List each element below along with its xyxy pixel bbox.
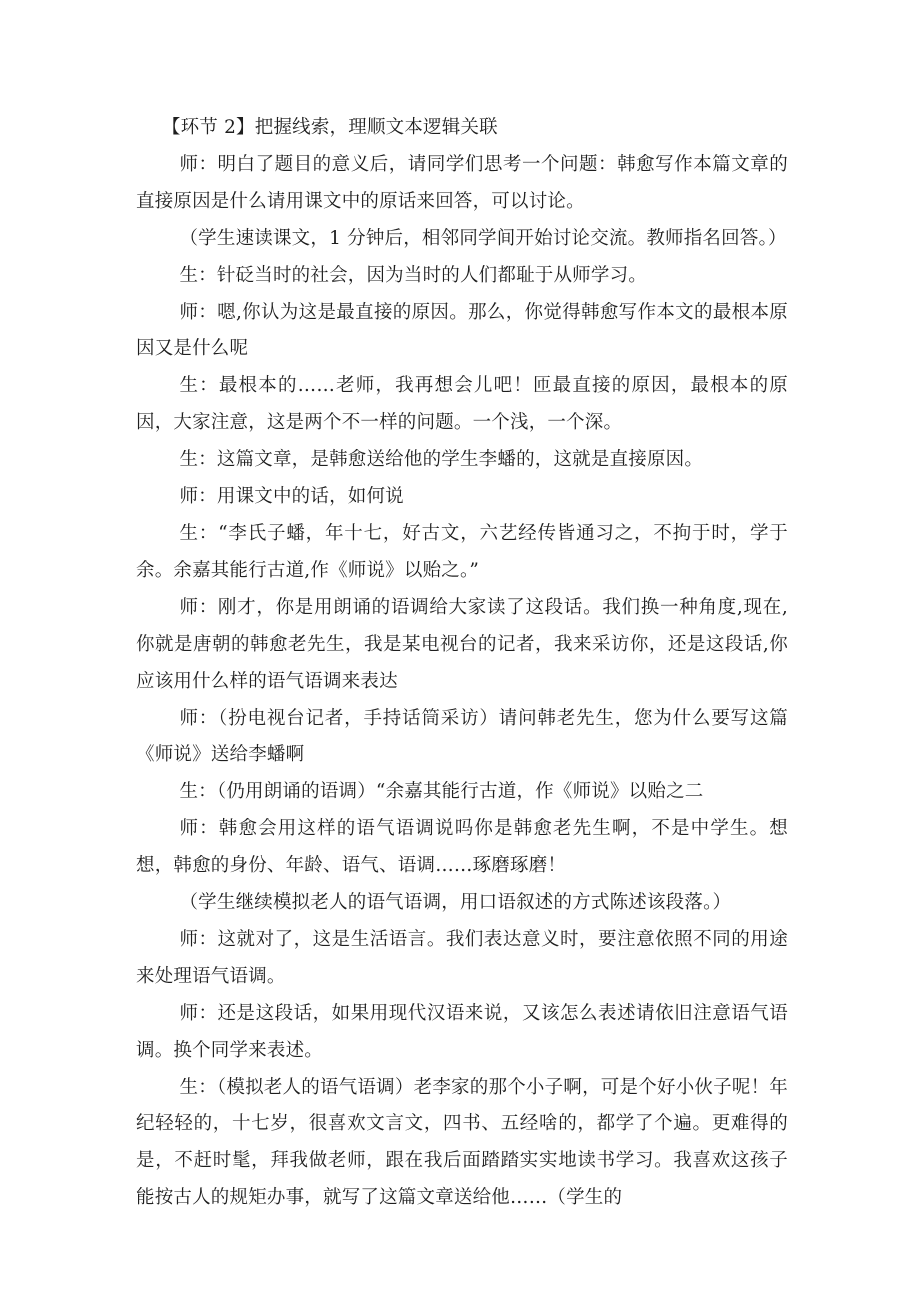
paragraph: 生：最根本的……老师，我再想会儿吧！匝最直接的原因，最根本的原因，大家注意，这是两个不一样的问题。一个浅，一个深。 xyxy=(136,375,788,434)
paragraph: 师：刚才，你是用朗诵的语调给大家读了这段话。我们换一种角度,现在,你就是唐朝的韩愈老先生，我是某电视台的记者，我来采访你，还是这段话,你应该用什么样的语气语调来表达 xyxy=(136,596,788,692)
paragraph: 师：明白了题目的意义后，请同学们思考一个问题：韩愈写作本篇文章的直接原因是什么请用课文中的原话来回答，可以讨论。 xyxy=(136,153,788,212)
paragraph: 生：这篇文章，是韩愈送给他的学生李蟠的，这就是直接原因。 xyxy=(179,449,704,471)
paragraph: 师：嗯,你认为这是最直接的原因。那么，你觉得韩愈写作本文的最根本原因又是什么呢 xyxy=(136,301,788,360)
paragraph: 师：还是这段话，如果用现代汉语来说，又该怎么表述请依旧注意语气语调。换个同学来表述。 xyxy=(136,1002,788,1061)
document-page xyxy=(136,110,788,1217)
paragraph: 师：这就对了，这是生活语言。我们表达意义时，要注意依照不同的用途来处理语气语调。 xyxy=(136,928,788,987)
section-heading: 【环节 2】把握线索，理顺文本逻辑关联 xyxy=(161,117,498,138)
paragraph: 生：（仍用朗诵的语调）“余嘉其能行古道，作《师说》以贻之二 xyxy=(179,781,704,803)
paragraph: 生：“李氏子蟠，年十七，好古文，六艺经传皆通习之，不拘于时，学于余。余嘉其能行古道,作《师说》以贻之。” xyxy=(136,522,788,581)
paragraph: （学生继续模拟老人的语气语调，用口语叙述的方式陈述该段落。） xyxy=(179,892,732,914)
paragraph: （学生速读课文，1 分钟后，相邻同学间开始讨论交流。教师指名回答。） xyxy=(179,227,787,249)
paragraph: 师：用课文中的话，如何说 xyxy=(179,486,404,508)
paragraph: 师：（扮电视台记者，手持话筒采访）请问韩老先生，您为什么要写这篇《师说》送给李蟠啊 xyxy=(136,707,788,766)
paragraph: 生：针砭当时的社会，因为当时的人们都耻于从师学习。 xyxy=(179,264,647,286)
paragraph: 生：（模拟老人的语气语调）老李家的那个小子啊，可是个好小伙子呢！年纪轻轻的，十七岁，很喜欢文言文，四书、五经啥的，都学了个遍。更难得的是，不赶时髦，拜我做老师，跟在我后面踏踏实实地读书学习。我喜欢这孩子能按古人的规矩办事，就写了这篇文章送给他……（学生的 xyxy=(136,1076,788,1209)
paragraph: 师：韩愈会用这样的语气语调说吗你是韩愈老先生啊，不是中学生。想想，韩愈的身份、年龄、语气、语调……琢磨琢磨！ xyxy=(136,818,788,877)
